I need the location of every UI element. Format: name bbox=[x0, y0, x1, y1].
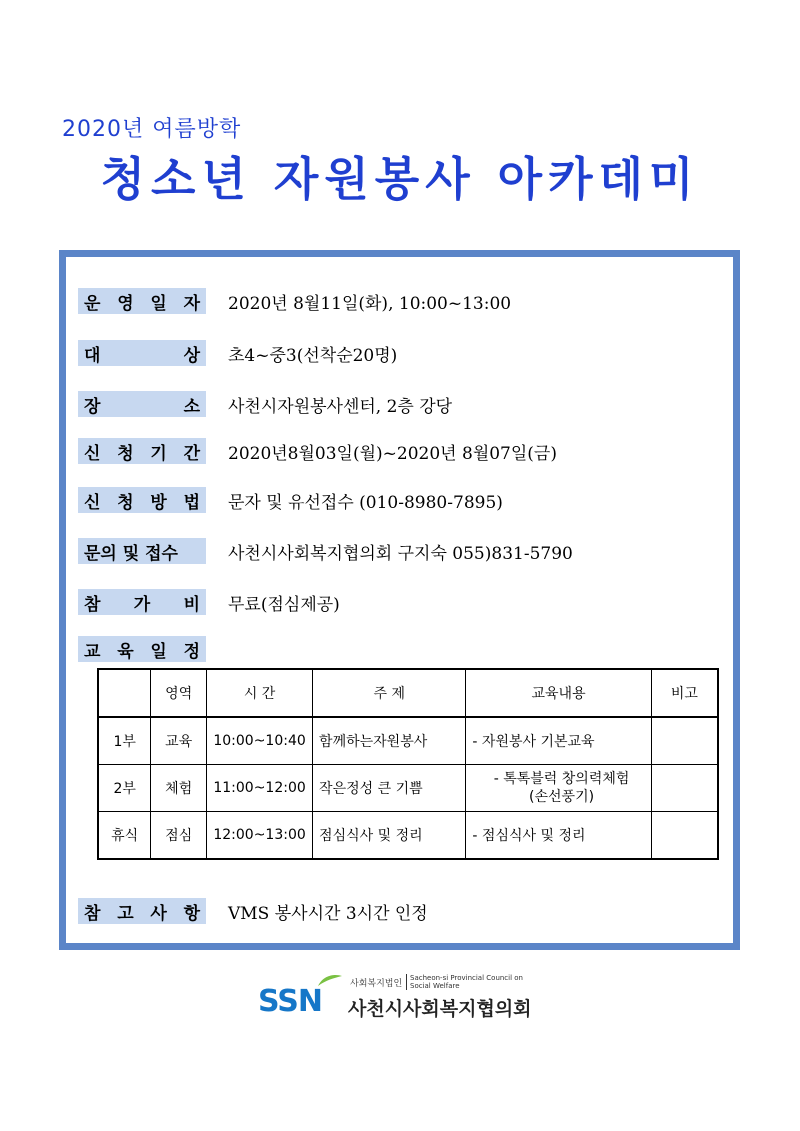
label-char: 자 bbox=[183, 293, 200, 314]
table-cell: 교육 bbox=[151, 717, 207, 765]
table-row bbox=[98, 765, 718, 812]
table-row bbox=[98, 812, 718, 860]
label-char: 청 bbox=[117, 443, 134, 464]
column-header: 시 간 bbox=[207, 669, 313, 717]
info-label bbox=[78, 340, 206, 366]
label-char: 비 bbox=[183, 594, 200, 615]
info-label bbox=[78, 288, 206, 314]
divider bbox=[406, 974, 407, 990]
table-cell bbox=[651, 717, 718, 765]
event-title: 청소년 자원봉사 아카데미 bbox=[100, 152, 700, 206]
label-char: 장 bbox=[84, 396, 101, 417]
label-char: 문의 및 접수 bbox=[84, 543, 178, 564]
org-name: 사천시사회복지협의회 bbox=[348, 998, 532, 1020]
label-char: 참 bbox=[84, 594, 101, 615]
column-header: 비고 bbox=[651, 669, 718, 717]
label-char: 대 bbox=[84, 345, 101, 366]
column-header: 주 제 bbox=[313, 669, 466, 717]
table-cell: 점심 bbox=[151, 812, 207, 860]
organization-logo bbox=[258, 972, 548, 1022]
label-char: 기 bbox=[150, 443, 167, 464]
table-cell: 체험 bbox=[151, 765, 207, 812]
ssn-logo-text: SSN bbox=[258, 984, 322, 1019]
label-char: 간 bbox=[183, 443, 200, 464]
info-label bbox=[78, 538, 206, 564]
label-char: 정 bbox=[183, 641, 200, 662]
table-cell bbox=[651, 765, 718, 812]
label-char: 항 bbox=[183, 903, 200, 924]
info-row bbox=[78, 438, 557, 464]
table-row bbox=[98, 717, 718, 765]
table-cell: 점심식사 및 정리 bbox=[313, 812, 466, 860]
column-header: 영역 bbox=[151, 669, 207, 717]
label-char: 참 bbox=[84, 903, 101, 924]
schedule-table bbox=[97, 668, 719, 860]
org-english-name: Sacheon-si Provincial Council on Social Welfare bbox=[410, 974, 523, 990]
label-char: 사 bbox=[150, 903, 167, 924]
info-value: 초4~중3(선착순20명) bbox=[228, 345, 398, 366]
info-row bbox=[78, 538, 573, 564]
info-row bbox=[78, 288, 511, 314]
label-char: 육 bbox=[117, 641, 134, 662]
info-row bbox=[78, 589, 340, 615]
org-type: 사회복지법인 bbox=[350, 979, 403, 989]
label-char: 신 bbox=[84, 443, 101, 464]
table-cell: 함께하는자원봉사 bbox=[313, 717, 466, 765]
info-value: 사천시사회복지협의회 구지숙 055)831-5790 bbox=[228, 543, 573, 564]
label-char: 소 bbox=[183, 396, 200, 417]
label-char: 방 bbox=[150, 492, 167, 513]
label-char: 고 bbox=[117, 903, 134, 924]
note-label bbox=[78, 898, 206, 924]
label-char: 교 bbox=[84, 641, 101, 662]
table-cell: - 자원봉사 기본교육 bbox=[466, 717, 651, 765]
schedule-label-row bbox=[78, 636, 206, 662]
column-header bbox=[98, 669, 151, 717]
info-label bbox=[78, 589, 206, 615]
label-char: 신 bbox=[84, 492, 101, 513]
info-value: 2020년 8월11일(화), 10:00~13:00 bbox=[228, 293, 512, 314]
table-header-row bbox=[98, 669, 718, 717]
info-label bbox=[78, 438, 206, 464]
info-row bbox=[78, 391, 452, 417]
column-header: 교육내용 bbox=[466, 669, 651, 717]
info-row bbox=[78, 340, 397, 366]
label-char: 일 bbox=[150, 641, 167, 662]
info-label bbox=[78, 391, 206, 417]
leaf-icon bbox=[316, 972, 344, 988]
table-cell: 11:00~12:00 bbox=[207, 765, 313, 812]
event-subtitle: 2020년 여름방학 bbox=[62, 117, 242, 142]
table-cell: - 톡톡블럭 창의력체험 (손선풍기) bbox=[466, 765, 651, 812]
table-cell: 12:00~13:00 bbox=[207, 812, 313, 860]
info-row bbox=[78, 487, 503, 513]
table-cell: 1부 bbox=[98, 717, 151, 765]
label-char: 운 bbox=[84, 293, 101, 314]
label-char: 상 bbox=[183, 345, 200, 366]
info-value: 무료(점심제공) bbox=[228, 594, 340, 615]
note-row bbox=[78, 898, 428, 924]
table-cell: 휴식 bbox=[98, 812, 151, 860]
info-value: 문자 및 유선접수 (010-8980-7895) bbox=[228, 492, 503, 513]
label-char: 영 bbox=[117, 293, 134, 314]
table-cell: 작은정성 큰 기쁨 bbox=[313, 765, 466, 812]
info-value: 사천시자원봉사센터, 2층 강당 bbox=[228, 396, 453, 417]
label-char: 청 bbox=[117, 492, 134, 513]
schedule-label bbox=[78, 636, 206, 662]
info-label bbox=[78, 487, 206, 513]
label-char: 가 bbox=[133, 594, 151, 615]
info-value: 2020년8월03일(월)~2020년 8월07일(금) bbox=[228, 443, 557, 464]
table-cell: 2부 bbox=[98, 765, 151, 812]
label-char: 법 bbox=[183, 492, 200, 513]
table-cell bbox=[651, 812, 718, 860]
table-cell: - 점심식사 및 정리 bbox=[466, 812, 651, 860]
note-value: VMS 봉사시간 3시간 인정 bbox=[228, 903, 428, 924]
label-char: 일 bbox=[150, 293, 167, 314]
table-cell: 10:00~10:40 bbox=[207, 717, 313, 765]
